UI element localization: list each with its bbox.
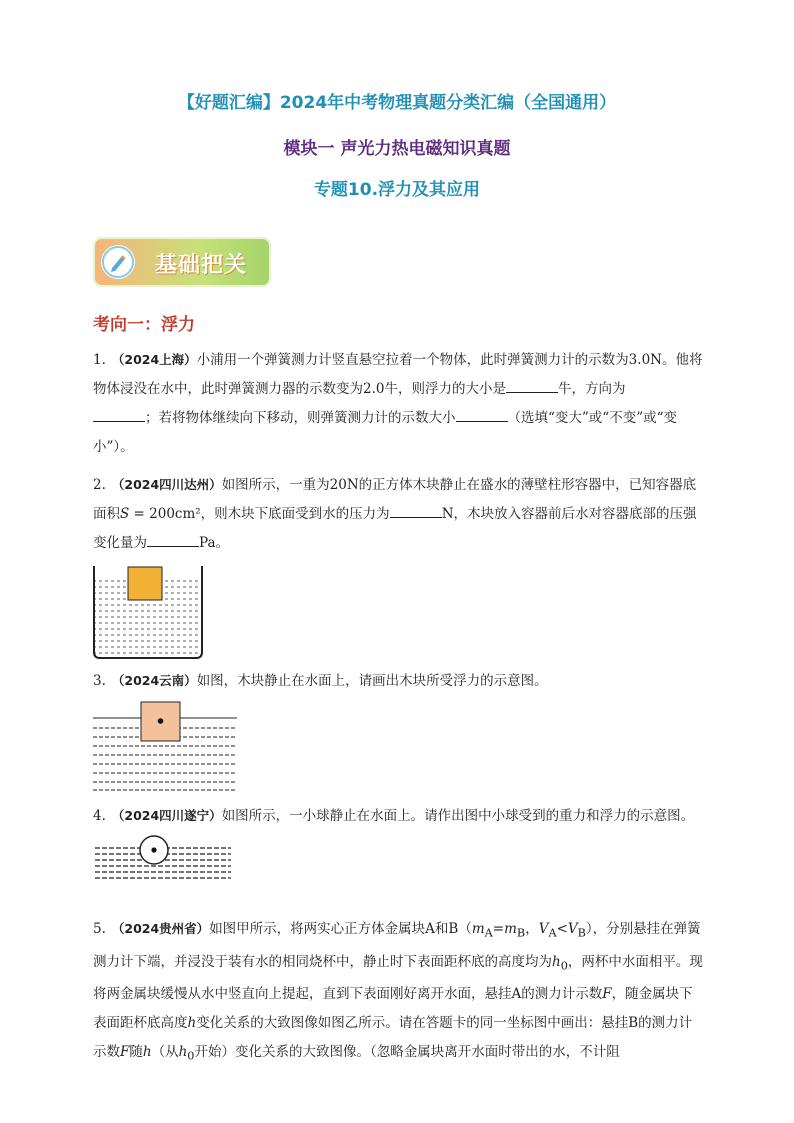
banner-label: 基础把关 xyxy=(155,253,248,278)
question-4: 4. （2024四川遂宁）如图所示，一小球静止在水面上。请作出图中小球受到的重力和浮力的示意图。 xyxy=(93,808,695,824)
module-title: 模块一 声光力热电磁知识真题 xyxy=(283,139,511,159)
floating-ball-figure xyxy=(95,834,231,882)
section-banner xyxy=(93,237,271,287)
answer-blank[interactable] xyxy=(147,532,199,547)
answer-blank[interactable] xyxy=(93,407,145,422)
question-3: 3. （2024云南）如图，木块静止在水面上，请画出木块所受浮力的示意图。 xyxy=(93,673,548,689)
question-source: （2024四川达州） xyxy=(111,477,222,492)
answer-blank[interactable] xyxy=(456,407,508,422)
question-5: 5. （2024贵州省）如图甲所示，将两实心正方体金属块A和$B(m_A=m_B$，$V_A<V_B$），分别悬挂在弹簧测力计下端，并浸没于装有水的相同烧杯中，静止时下表面距杯底的高度均为$h_0$，两杯中水面相平。现将两金属块缓慢从水中竖直向上提起，直到下表面刚好离开水面，悬挂A的测力计示数F，随金属块下表面距杯底高度h变化关系的大致图像如图乙所示。请在答题卡的同一坐标图中画出：悬挂B的测力计示数F随h（从$h_0$开始）变化关系的大致图像。（忽略金属块离开水面时带出的水，不计阻 xyxy=(93,921,703,1064)
topic-title: 专题10.浮力及其应用 xyxy=(313,180,481,200)
wood-block xyxy=(128,567,162,600)
question-source: （2024云南） xyxy=(111,673,197,688)
question-source: （2024贵州省） xyxy=(111,921,210,936)
container-figure xyxy=(92,566,204,661)
floating-block-figure xyxy=(93,700,237,792)
question-source: （2024四川遂宁） xyxy=(111,808,222,823)
section-title: 考向一：浮力 xyxy=(93,315,195,335)
question-2: 2. （2024四川达州）如图所示，一重为20N的正方体木块静止在盛水的薄壁柱形容器中，已知容器底面积S = 200cm²，则木块下底面受到水的压力为 N，木块放入容器前后水对容器底部的压强变化量为 Pa。 xyxy=(93,477,697,551)
answer-blank[interactable] xyxy=(390,503,442,518)
question-1: 1. （2024上海）小浦用一个弹簧测力计竖直悬空拉着一个物体，此时弹簧测力计的示数为3.0N。他将物体浸没在水中，此时弹簧测力器的示数变为2.0牛，则浮力的大小是 牛，方向为 ；若将物体继续向下移动，则弹簧测力计的示数大小 （选填“变大”或“不变”或“变小”）。 xyxy=(93,352,703,455)
answer-blank[interactable] xyxy=(506,378,558,393)
page-header-title: 【好题汇编】2024年中考物理真题分类汇编（全国通用） xyxy=(177,93,617,113)
pen-icon xyxy=(101,245,135,279)
question-source: （2024上海） xyxy=(111,352,197,367)
